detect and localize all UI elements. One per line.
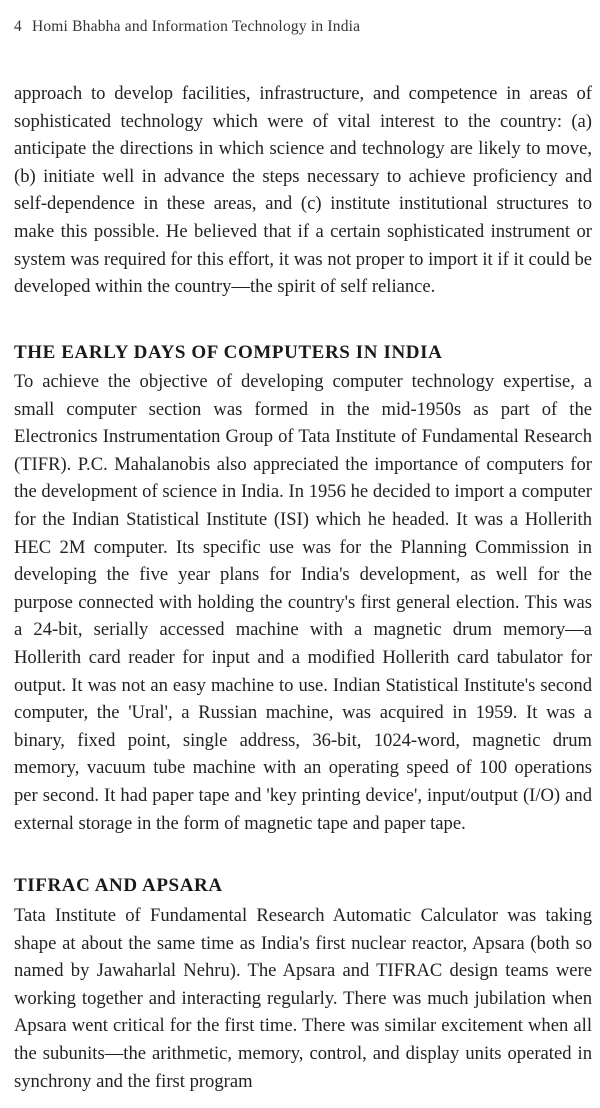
section-heading-early-days: THE EARLY DAYS OF COMPUTERS IN INDIA xyxy=(14,342,443,363)
page-number: 4 xyxy=(14,18,22,35)
paragraph-self-reliance: approach to develop facilities, infrastructure, and competence in areas of sophisticated technology which were of vital interest to the country: (a) anticipate the directions in which science and technology are likely to move, (b) initiate well in advance the steps necessary to achieve proficiency and self-dependence in these areas, and (c) institute institutional structures to make this possible. He believed that if a certain sophisticated instrument or system was required for this effort, it was not proper to import it if it could be developed within the country—the spirit of self reliance. xyxy=(14,83,592,298)
section-heading-tifrac-apsara: TIFRAC AND APSARA xyxy=(14,875,223,896)
paragraph-early-computers: To achieve the objective of developing computer technology expertise, a small computer section was formed in the mid-1950s as part of the Electronics Instrumentation Group of Tata Institute of Fundamental Research (TIFR). P.C. Mahalanobis also appreciated the importance of computers for the development of science in India. In 1956 he decided to import a computer for the Indian Statistical Institute (ISI) which he headed. It was a Hollerith HEC 2M computer. Its specific use was for the Planning Commission in developing the five year plans for India's development, as well for the purpose connected with holding the country's first general election. This was a 24-bit, serially accessed machine with a magnetic drum memory—a Hollerith card reader for input and a modified Hollerith card tabulator for output. It was not an easy machine to use. Indian Statistical Institute's second computer, the 'Ural', a Russian machine, was acquired in 1959. It was a binary, fixed point, single address, 36-bit, 1024-word, magnetic drum memory, vacuum tube machine with an operating speed of 100 operations per second. It had paper tape and 'key printing device', input/output (I/O) and external storage in the form of magnetic tape and paper tape. xyxy=(14,371,592,834)
paragraph-tifrac: Tata Institute of Fundamental Research Automatic Calculator was taking shape at about the same time as India's first nuclear reactor, Apsara (both so named by Jawaharlal Nehru). The Apsara and TIFRAC design teams were working together and interacting regularly. There was much jubilation when Apsara went critical for the first time. There was similar excitement when all the subunits—the arithmetic, memory, control, and display units operated in synchrony and the first program xyxy=(14,905,592,1092)
running-title: Homi Bhabha and Information Technology in India xyxy=(31,18,361,35)
running-header xyxy=(14,18,360,36)
